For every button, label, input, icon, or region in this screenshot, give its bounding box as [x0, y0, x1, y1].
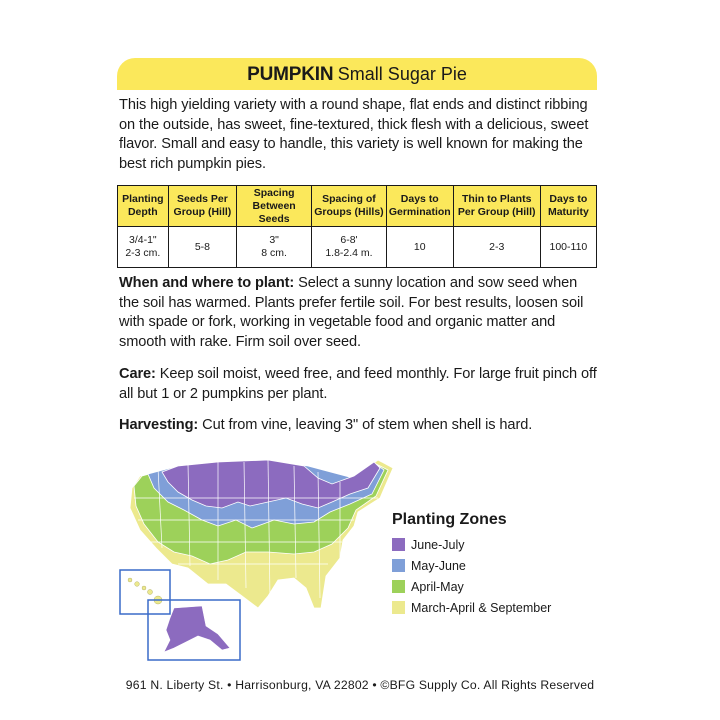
legend-item [392, 555, 592, 576]
when-where-text: Select a sunny location and sow seed when the soil has warmed. Plants prefer fertile soil. For best results, loosen soil with spade or fork, working in vegetable food and organic matter and smooth with rake. Firm soil over seed. [119, 275, 584, 350]
planting-zones-map [118, 448, 398, 663]
when-where-section [119, 274, 599, 352]
cell-days-germination: 10 [386, 227, 453, 268]
cell-seeds-per-group: 5-8 [168, 227, 237, 268]
legend-item [392, 534, 592, 555]
legend-label: May-June [411, 558, 466, 573]
table-header-row [118, 186, 597, 227]
footer-address: 961 N. Liberty St. • Harrisonburg, VA 22802 • ©BFG Supply Co. All Rights Reserved [125, 678, 595, 692]
legend-label: June-July [411, 537, 465, 552]
alaska-shape [164, 606, 230, 652]
care-section [119, 365, 599, 404]
legend-item [392, 576, 592, 597]
cell-spacing-groups [312, 227, 387, 268]
header-planting-depth: Planting Depth [118, 186, 169, 227]
legend-swatch-march-april-september [392, 601, 405, 614]
table-row [118, 227, 597, 268]
cell-value-metric: 8 cm. [261, 247, 287, 259]
cell-value: 3/4-1" [128, 234, 157, 246]
header-days-germination: Days to Germination [386, 186, 453, 227]
variety-name: Small Sugar Pie [337, 64, 467, 84]
header-spacing-groups: Spacing of Groups (Hills) [312, 186, 387, 227]
cell-planting-depth [118, 227, 169, 268]
header-seeds-per-group: Seeds Per Group (Hill) [168, 186, 237, 227]
harvesting-label: Harvesting: [119, 417, 199, 433]
care-label: Care: [119, 366, 156, 382]
legend-label: April-May [411, 579, 464, 594]
care-text: Keep soil moist, weed free, and feed monthly. For large fruit pinch off all but 1 or 2 pumpkins per plant. [119, 366, 597, 402]
harvesting-section [119, 416, 599, 436]
cell-thin-to-plants: 2-3 [453, 227, 540, 268]
legend-label: March-April & September [411, 600, 552, 615]
header-days-maturity: Days to Maturity [540, 186, 596, 227]
legend-swatch-june-july [392, 538, 405, 551]
cell-value: 6-8' [340, 234, 358, 246]
header-thin-to-plants: Thin to Plants Per Group (Hill) [453, 186, 540, 227]
cell-value: 3" [269, 234, 279, 246]
title-banner [117, 58, 597, 90]
legend-swatch-april-may [392, 580, 405, 593]
header-spacing-seeds: Spacing Between Seeds [237, 186, 312, 227]
growing-info-table [117, 185, 597, 268]
legend-swatch-may-june [392, 559, 405, 572]
legend-item [392, 597, 592, 618]
legend-title: Planting Zones [392, 511, 507, 528]
when-where-label: When and where to plant: [119, 275, 295, 291]
hawaii-inset [120, 570, 170, 614]
cell-value-metric: 2-3 cm. [125, 247, 161, 259]
cell-spacing-seeds [237, 227, 312, 268]
harvesting-text: Cut from vine, leaving 3" of stem when shell is hard. [202, 417, 533, 433]
planting-zones-legend [392, 510, 592, 618]
cell-value-metric: 1.8-2.4 m. [325, 247, 373, 259]
cell-days-maturity: 100-110 [540, 227, 596, 268]
variety-description: This high yielding variety with a round shape, flat ends and distinct ribbing on the outside, has sweet, fine-textured, thick flesh with a delicious, sweet flavor. Small and easy to handle, this variety is well known for making the best rich pumpkin pies. [119, 97, 589, 172]
product-name: PUMPKIN [247, 64, 334, 85]
